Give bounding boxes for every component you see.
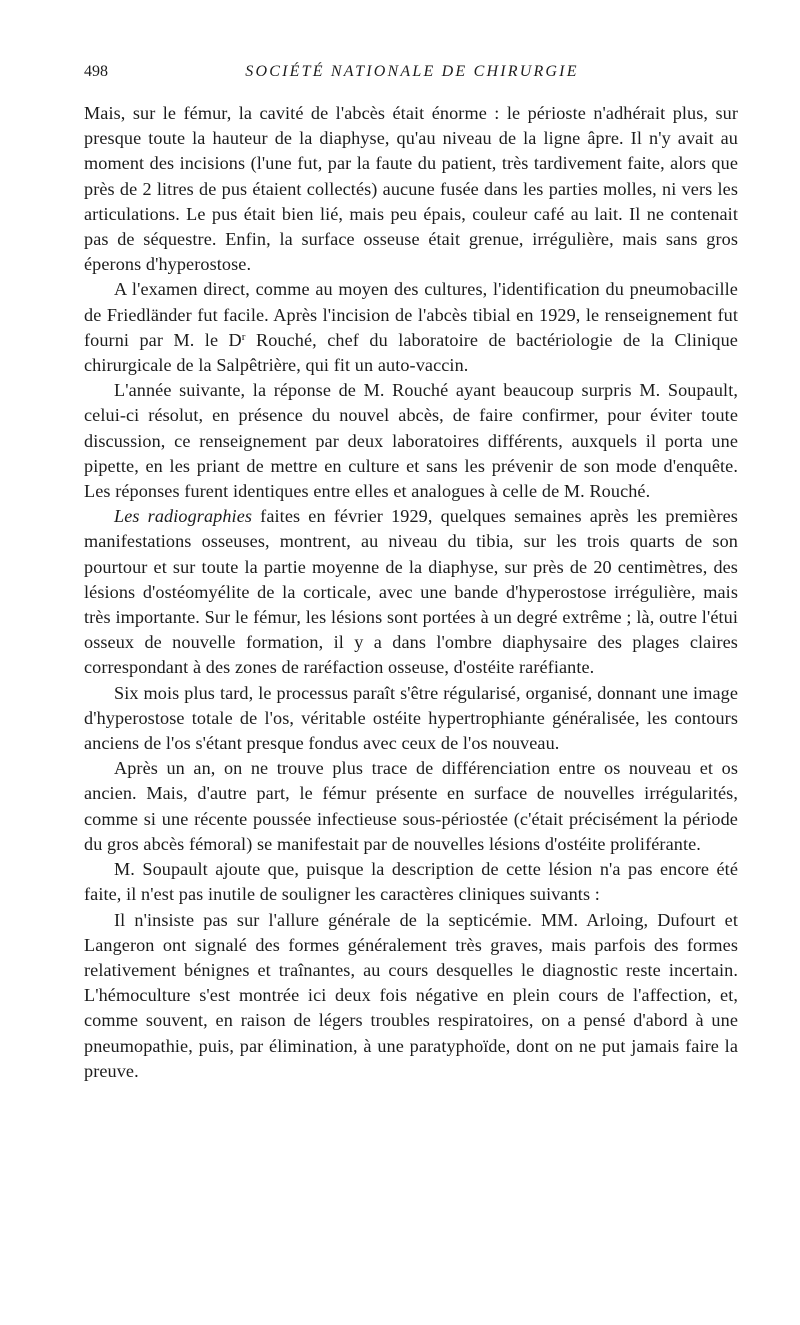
- page-number: 498: [84, 63, 108, 80]
- paragraph-identification-part2: Rouché, chef du laboratoire de bactériologie de la Clinique chirurgicale de la Salpêtrière, qui fit un auto-vaccin.: [84, 329, 738, 376]
- paragraph-identification-part1: A l'examen direct, comme au moyen des cultures, l'identification du pneumobacille de Friedländer fut facile. Après l'incision de l'abcès tibial en 1929, le renseignement fut fourni par M. le D: [84, 279, 738, 350]
- paragraph-clinical-intro: M. Soupault ajoute que, puisque la description de cette lésion n'a pas encore été faite, il n'est pas inutile de souligner les caractères cliniques suivants :: [84, 859, 738, 905]
- paragraph-radiographies: [84, 504, 738, 680]
- paragraph-identification: [84, 277, 738, 378]
- paragraph-six-months: Six mois plus tard, le processus paraît s'être régularisé, organisé, donnant une image d'hyperostose totale de l'os, véritable ostéite hypertrophiante généralisée, les contours anciens de l'os s'étant presque fondus avec ceux de l'os nouveau.: [84, 682, 738, 754]
- doctor-superscript: r: [241, 330, 246, 343]
- paragraph-one-year: Après un an, on ne trouve plus trace de différenciation entre os nouveau et os ancien. Mais, d'autre part, le fémur présente en surface de nouvelles irrégularités, comme si une récente poussée infectieuse sous-périostée (c'était précisément la période du gros abcès fémoral) se manifestait par de nouvelles lésions d'ostéite proliférante.: [84, 758, 738, 854]
- running-header: [84, 61, 740, 83]
- paragraph-septicemia: Il n'insiste pas sur l'allure générale de la septicémie. MM. Arloing, Dufourt et Langeron ont signalé des formes généralement très graves, mais parfois des formes relativement bénignes et traînantes, au cours desquelles le diagnostic reste incertain. L'hémoculture s'est montrée ici deux fois négative en plein cours de l'affection, et, comme souvent, en raison de légers troubles respiratoires, on a pensé d'abord à une pneumopathie, puis, par élimination, à une paratyphoïde, dont on ne put jamais faire la preuve.: [84, 909, 738, 1081]
- journal-title: SOCIÉTÉ NATIONALE DE CHIRURGIE: [245, 63, 579, 80]
- radiographies-italic: Les radiographies: [114, 506, 253, 527]
- radiographies-text: faites en février 1929, quelques semaines après les premières manifestations osseuses, montrent, au niveau du tibia, sur les trois quarts de son pourtour et sur toute la partie moyenne de la diaphyse, sur près de 20 centimètres, des lésions d'ostéomyélite de la corticale, avec une bande d'hyperostose irrégulière, mais très importante. Sur le fémur, les lésions sont portées à un degré extrême ; là, outre l'étui osseux de nouvelle formation, il y a dans l'ombre diaphysaire des plages claires correspondant à des zones de raréfaction osseuse, d'ostéite raréfiante.: [84, 506, 738, 678]
- article-body: [84, 101, 738, 1084]
- paragraph-confirmation: L'année suivante, la réponse de M. Rouché ayant beaucoup surpris M. Soupault, celui-ci résolut, en présence du nouvel abcès, de faire confirmer, pour éviter toute discussion, ce renseignement par deux laboratoires différents, auxquels il porta une pipette, en les priant de mettre en culture et sans les prévenir de son mode d'enquête. Les réponses furent identiques entre elles et analogues à celle de M. Rouché.: [84, 380, 738, 502]
- paragraph-femur-abscess: Mais, sur le fémur, la cavité de l'abcès était énorme : le périoste n'adhérait plus, sur presque toute la hauteur de la diaphyse, qu'au niveau de la ligne âpre. Il n'y avait au moment des incisions (l'une fut, par la faute du patient, très tardivement faite, alors que près de 2 litres de pus étaient collectés) aucune fusée dans les parties molles, ni vers les articulations. Le pus était bien lié, mais peu épais, couleur café au lait. Il ne contenait pas de séquestre. Enfin, la surface osseuse était grenue, irrégulière, mais sans gros éperons d'hyperostose.: [84, 103, 738, 275]
